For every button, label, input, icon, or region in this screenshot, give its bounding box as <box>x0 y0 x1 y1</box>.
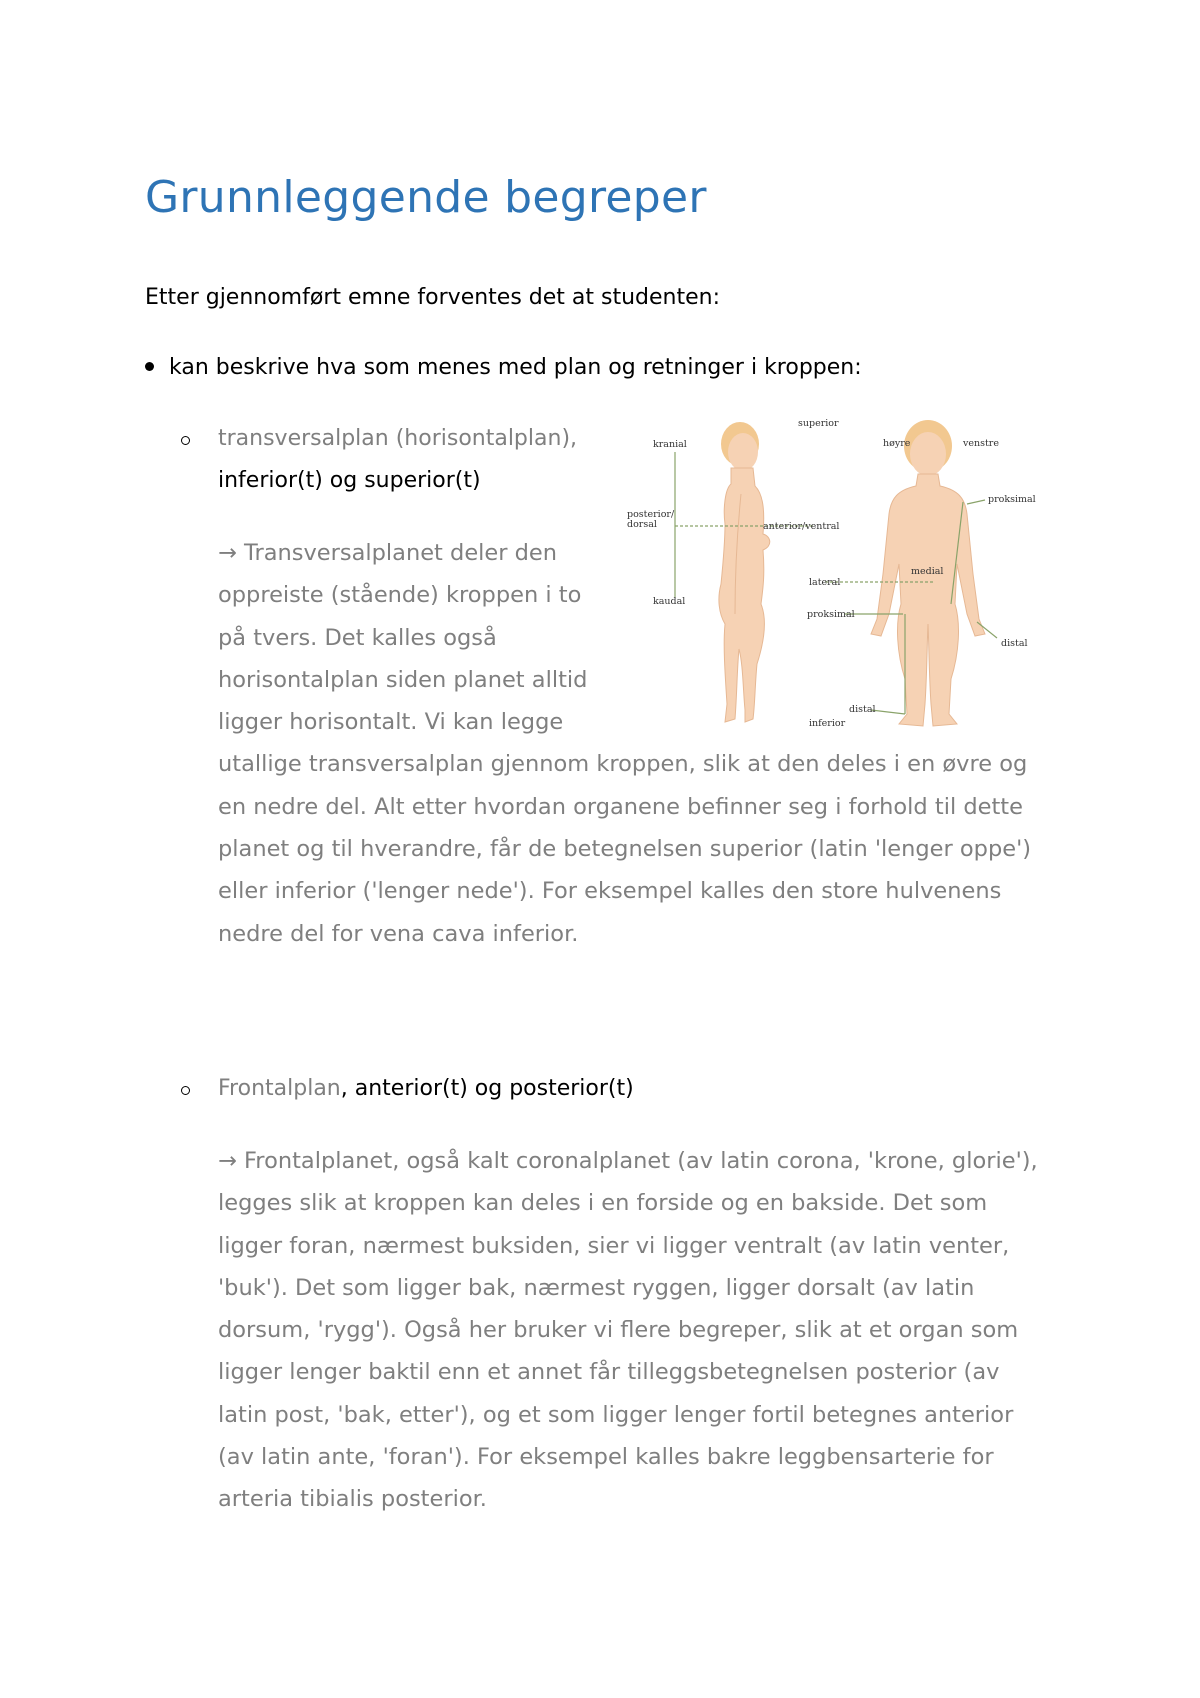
section1-heading-black: inferior(t) og superior(t) <box>218 468 481 493</box>
section1-heading <box>218 418 577 502</box>
section1-heading-gray: transversalplan (horisontalplan), <box>218 426 578 451</box>
label-inferior: inferior <box>809 718 846 729</box>
section1-paragraph: → Transversalplanet deler den oppreiste (stående) kroppen i to på tvers. Det kalles også horisontalplan siden planet alltid ligger horisontalt. Vi kan legge utallige transversalplan gjennom kroppen, slik at den deles i en øvre og en nedre del. Alt etter hvordan organene befinner seg i forhold til dette planet og til hverandre, får de betegnelsen superior (latin 'lenger oppe') eller inferior ('lenger nede'). For eksempel kalles den store hulvenens nedre del for vena cava inferior. <box>218 540 1032 947</box>
label-anterior: anterior/ventral <box>763 521 840 532</box>
intro-text: Etter gjennomført emne forventes det at studenten: <box>145 285 720 310</box>
label-posterior: posterior/ <box>627 509 675 520</box>
figure-labels <box>627 418 1036 729</box>
section2-paragraph: → Frontalplanet, også kalt coronalplanet (av latin corona, 'krone, glorie'), legges slik at kroppen kan deles i en forside og en bakside. Det som ligger foran, nærmest buksiden, sier vi ligger ventralt (av latin venter, 'buk'). Det som ligger bak, nærmest ryggen, ligger dorsalt (av latin dorsum, 'rygg'). Også her bruker vi flere begreper, slik at et organ som ligger lenger baktil enn et annet får tilleggsbetegnelsen posterior (av latin post, 'bak, etter'), og et som ligger lenger fortil betegnes anterior (av latin ante, 'foran'). For eksempel kalles bakre leggbensarterie for arteria tibialis posterior. <box>218 1148 1038 1513</box>
label-superior: superior <box>798 418 839 429</box>
label-venstre: venstre <box>963 438 999 449</box>
label-distal-left: distal <box>849 704 876 715</box>
bullet-text: kan beskrive hva som menes med plan og retninger i kroppen: <box>169 355 862 380</box>
label-distal-right: distal <box>1001 638 1028 649</box>
section2-heading-gray: Frontalplan <box>218 1076 341 1101</box>
label-proksimal-right: proksimal <box>988 494 1036 505</box>
side-view-body <box>719 422 770 722</box>
label-medial: medial <box>911 566 944 577</box>
bullet-dot-icon <box>145 362 154 371</box>
label-kranial: kranial <box>653 439 687 450</box>
circle-bullet-icon <box>181 434 190 449</box>
bullet-item <box>145 355 862 380</box>
label-dorsal: dorsal <box>627 519 657 530</box>
label-lateral: lateral <box>809 577 841 588</box>
page-title: Grunnleggende begreper <box>145 172 707 223</box>
label-hoyre: høyre <box>883 438 911 449</box>
circle-bullet-icon <box>181 1084 190 1099</box>
section2-heading-black: , anterior(t) og posterior(t) <box>340 1076 634 1101</box>
label-proksimal-left: proksimal <box>807 609 855 620</box>
anatomy-figure <box>613 414 1048 729</box>
label-kaudal: kaudal <box>653 596 686 607</box>
section2-heading <box>218 1068 634 1110</box>
